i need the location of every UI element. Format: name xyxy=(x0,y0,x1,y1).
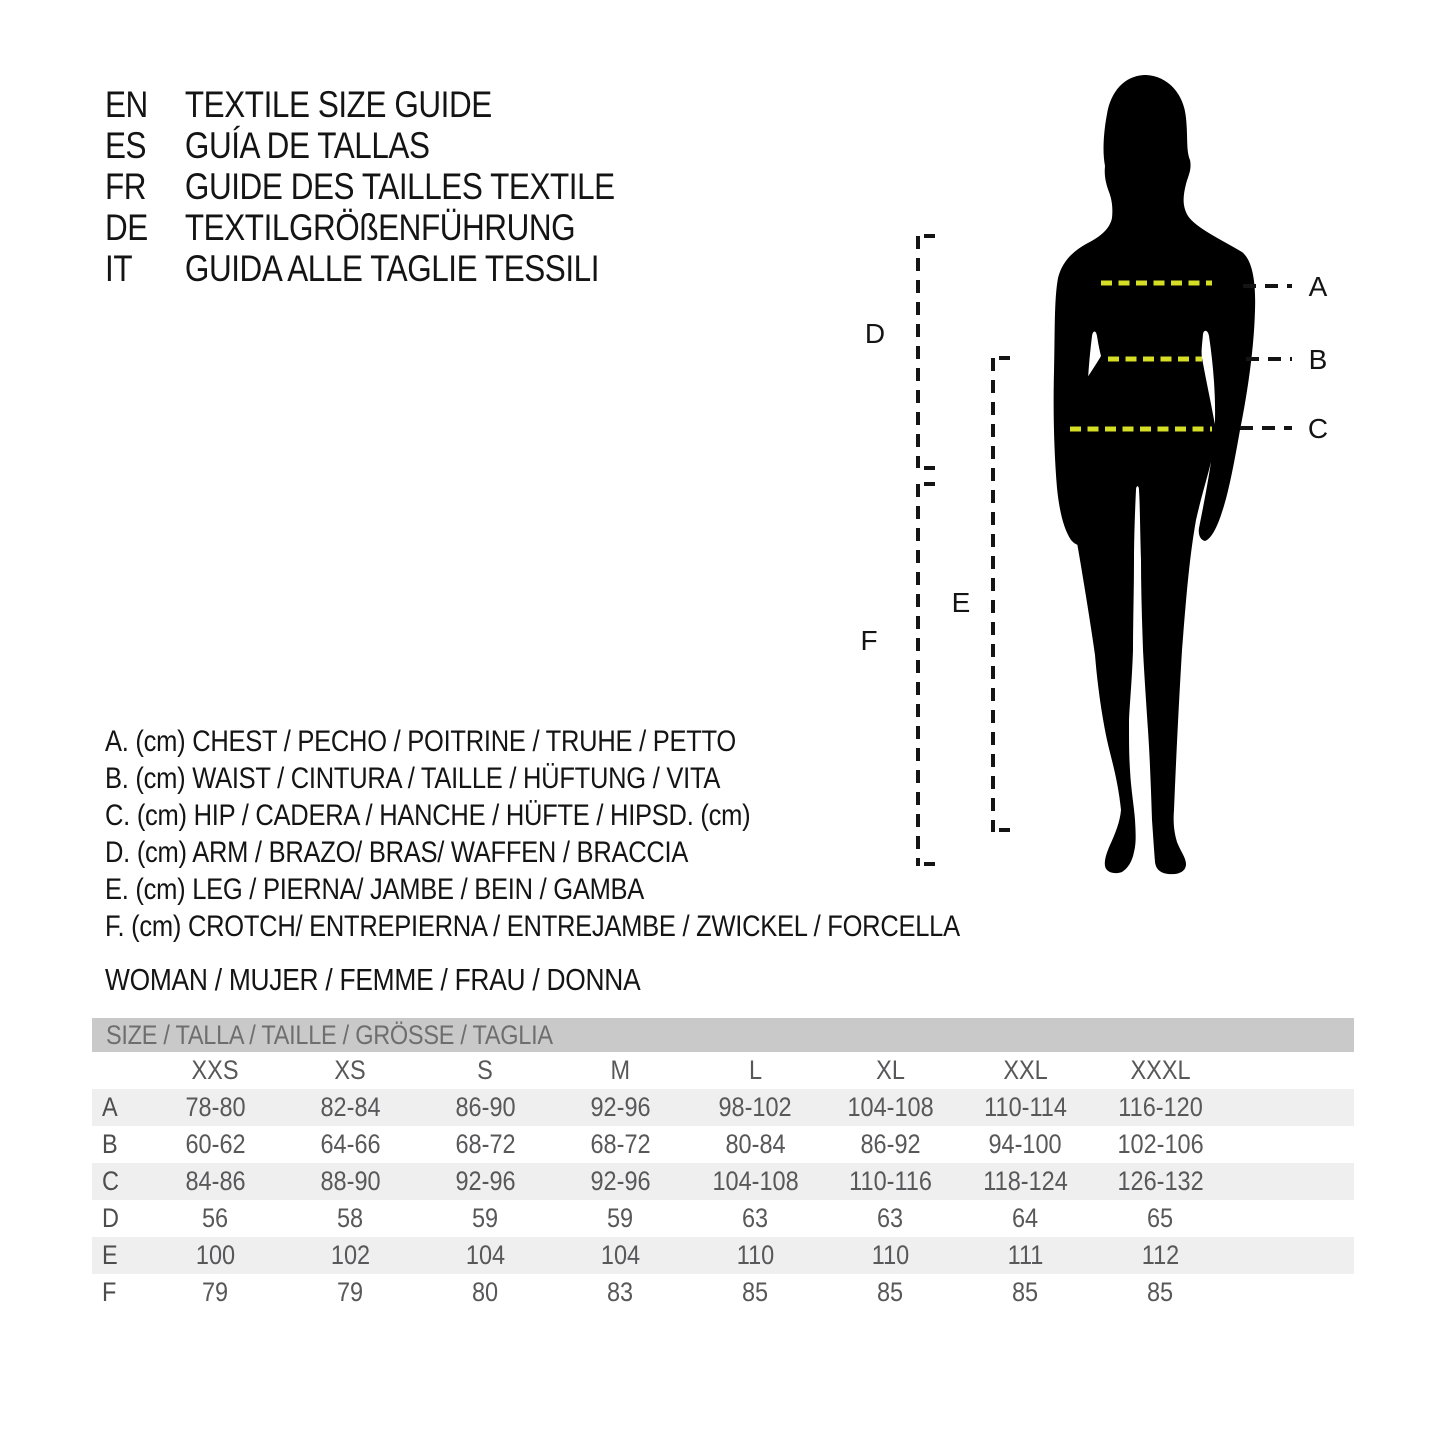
cell-value: 60-62 xyxy=(185,1129,246,1159)
figure-label-arm: D xyxy=(864,318,886,349)
lang-code: EN xyxy=(105,84,148,125)
lang-code: DE xyxy=(105,207,148,248)
size-col-header: XL xyxy=(876,1055,905,1085)
cell-value: 84-86 xyxy=(185,1166,246,1196)
cell-value: 111 xyxy=(1007,1240,1044,1270)
cell-value: 64-66 xyxy=(320,1129,381,1159)
figure-label-waist: B xyxy=(1308,344,1328,375)
cell-value: 110-116 xyxy=(849,1166,932,1196)
legend-line-crotch: F. (cm) CROTCH/ ENTREPIERNA / ENTREJAMBE / ZWICKEL / FORCELLA xyxy=(105,910,960,943)
cell-value: 59 xyxy=(472,1203,499,1233)
figure-label-hip: C xyxy=(1307,413,1329,444)
table-row xyxy=(92,1237,1354,1274)
cell-value: 64 xyxy=(1012,1203,1039,1233)
size-col-header: XXS xyxy=(191,1055,240,1085)
cell-value: 68-72 xyxy=(455,1129,516,1159)
cell-value: 126-132 xyxy=(1117,1166,1204,1196)
cell-value: 92-96 xyxy=(455,1166,516,1196)
cell-value: 110-114 xyxy=(984,1092,1067,1122)
lang-title: GUIDE DES TAILLES TEXTILE xyxy=(184,166,615,207)
row-label: D xyxy=(102,1203,119,1233)
row-label: B xyxy=(102,1129,118,1159)
lang-title: TEXTILGRÖßENFÜHRUNG xyxy=(184,207,576,248)
gender-title: WOMAN / MUJER / FEMME / FRAU / DONNA xyxy=(105,962,641,997)
cell-value: 100 xyxy=(195,1240,236,1270)
cell-value: 85 xyxy=(1012,1277,1039,1307)
cell-value: 104 xyxy=(465,1240,506,1270)
cell-value: 56 xyxy=(202,1203,229,1233)
cell-value: 63 xyxy=(742,1203,769,1233)
cell-value: 110 xyxy=(871,1240,910,1270)
figure-label-leg: E xyxy=(951,587,971,618)
cell-value: 86-92 xyxy=(860,1129,921,1159)
cell-value: 58 xyxy=(337,1203,364,1233)
figure-label-crotch: F xyxy=(860,625,878,656)
table-row xyxy=(92,1163,1354,1200)
row-label: E xyxy=(102,1240,118,1270)
cell-value: 118-124 xyxy=(983,1166,1068,1196)
cell-value: 110 xyxy=(736,1240,775,1270)
lang-title: GUIDA ALLE TAGLIE TESSILI xyxy=(184,248,600,289)
lang-code: IT xyxy=(105,248,133,289)
table-row xyxy=(92,1200,1354,1237)
size-col-header: S xyxy=(477,1055,494,1085)
cell-value: 63 xyxy=(877,1203,904,1233)
cell-value: 92-96 xyxy=(590,1092,651,1122)
legend-line-waist: B. (cm) WAIST / CINTURA / TAILLE / HÜFTUNG / VITA xyxy=(105,762,721,795)
cell-value: 85 xyxy=(742,1277,769,1307)
cell-value: 112 xyxy=(1141,1240,1180,1270)
cell-value: 116-120 xyxy=(1118,1092,1203,1122)
cell-value: 88-90 xyxy=(320,1166,381,1196)
cell-value: 98-102 xyxy=(718,1092,793,1122)
size-table xyxy=(92,1018,1354,1311)
lang-title: GUÍA DE TALLAS xyxy=(184,125,430,166)
row-label: C xyxy=(102,1166,119,1196)
cell-value: 79 xyxy=(337,1277,364,1307)
table-row xyxy=(92,1126,1354,1163)
cell-value: 102-106 xyxy=(1117,1129,1204,1159)
legend-line-hip: C. (cm) HIP / CADERA / HANCHE / HÜFTE / HIPSD. (cm) xyxy=(105,799,751,832)
size-col-header: XXL xyxy=(1003,1055,1048,1085)
cell-value: 85 xyxy=(877,1277,904,1307)
size-col-header: XXXL xyxy=(1130,1055,1191,1085)
cell-value: 104-108 xyxy=(712,1166,799,1196)
table-title: SIZE / TALLA / TAILLE / GRÖSSE / TAGLIA xyxy=(106,1019,553,1050)
cell-value: 82-84 xyxy=(320,1092,381,1122)
cell-value: 68-72 xyxy=(590,1129,651,1159)
cell-value: 78-80 xyxy=(185,1092,246,1122)
table-row xyxy=(92,1274,1354,1311)
cell-value: 92-96 xyxy=(590,1166,651,1196)
row-label: F xyxy=(102,1277,117,1307)
lang-title: TEXTILE SIZE GUIDE xyxy=(184,84,492,125)
legend-line-arm: D. (cm) ARM / BRAZO/ BRAS/ WAFFEN / BRACCIA xyxy=(105,836,689,869)
cell-value: 86-90 xyxy=(455,1092,516,1122)
cell-value: 104-108 xyxy=(847,1092,934,1122)
cell-value: 65 xyxy=(1147,1203,1174,1233)
cell-value: 79 xyxy=(202,1277,229,1307)
table-title-bar xyxy=(92,1018,1354,1052)
figure-label-chest: A xyxy=(1308,271,1328,302)
size-col-header: M xyxy=(610,1055,631,1085)
cell-value: 94-100 xyxy=(988,1129,1063,1159)
row-label: A xyxy=(102,1092,118,1122)
legend-line-leg: E. (cm) LEG / PIERNA/ JAMBE / BEIN / GAMBA xyxy=(105,873,645,906)
cell-value: 80 xyxy=(472,1277,499,1307)
size-header-row xyxy=(92,1052,1354,1089)
cell-value: 59 xyxy=(607,1203,634,1233)
table-row xyxy=(92,1089,1354,1126)
measurement-legend xyxy=(105,723,960,945)
cell-value: 80-84 xyxy=(725,1129,786,1159)
cell-value: 85 xyxy=(1147,1277,1174,1307)
cell-value: 102 xyxy=(330,1240,371,1270)
size-col-header: XS xyxy=(334,1055,367,1085)
legend-line-chest: A. (cm) CHEST / PECHO / POITRINE / TRUHE / PETTO xyxy=(105,725,737,758)
size-col-header: L xyxy=(748,1055,763,1085)
cell-value: 83 xyxy=(607,1277,634,1307)
lang-code: ES xyxy=(105,125,147,166)
woman-silhouette xyxy=(1054,75,1256,874)
cell-value: 104 xyxy=(600,1240,641,1270)
lang-code: FR xyxy=(105,166,147,207)
